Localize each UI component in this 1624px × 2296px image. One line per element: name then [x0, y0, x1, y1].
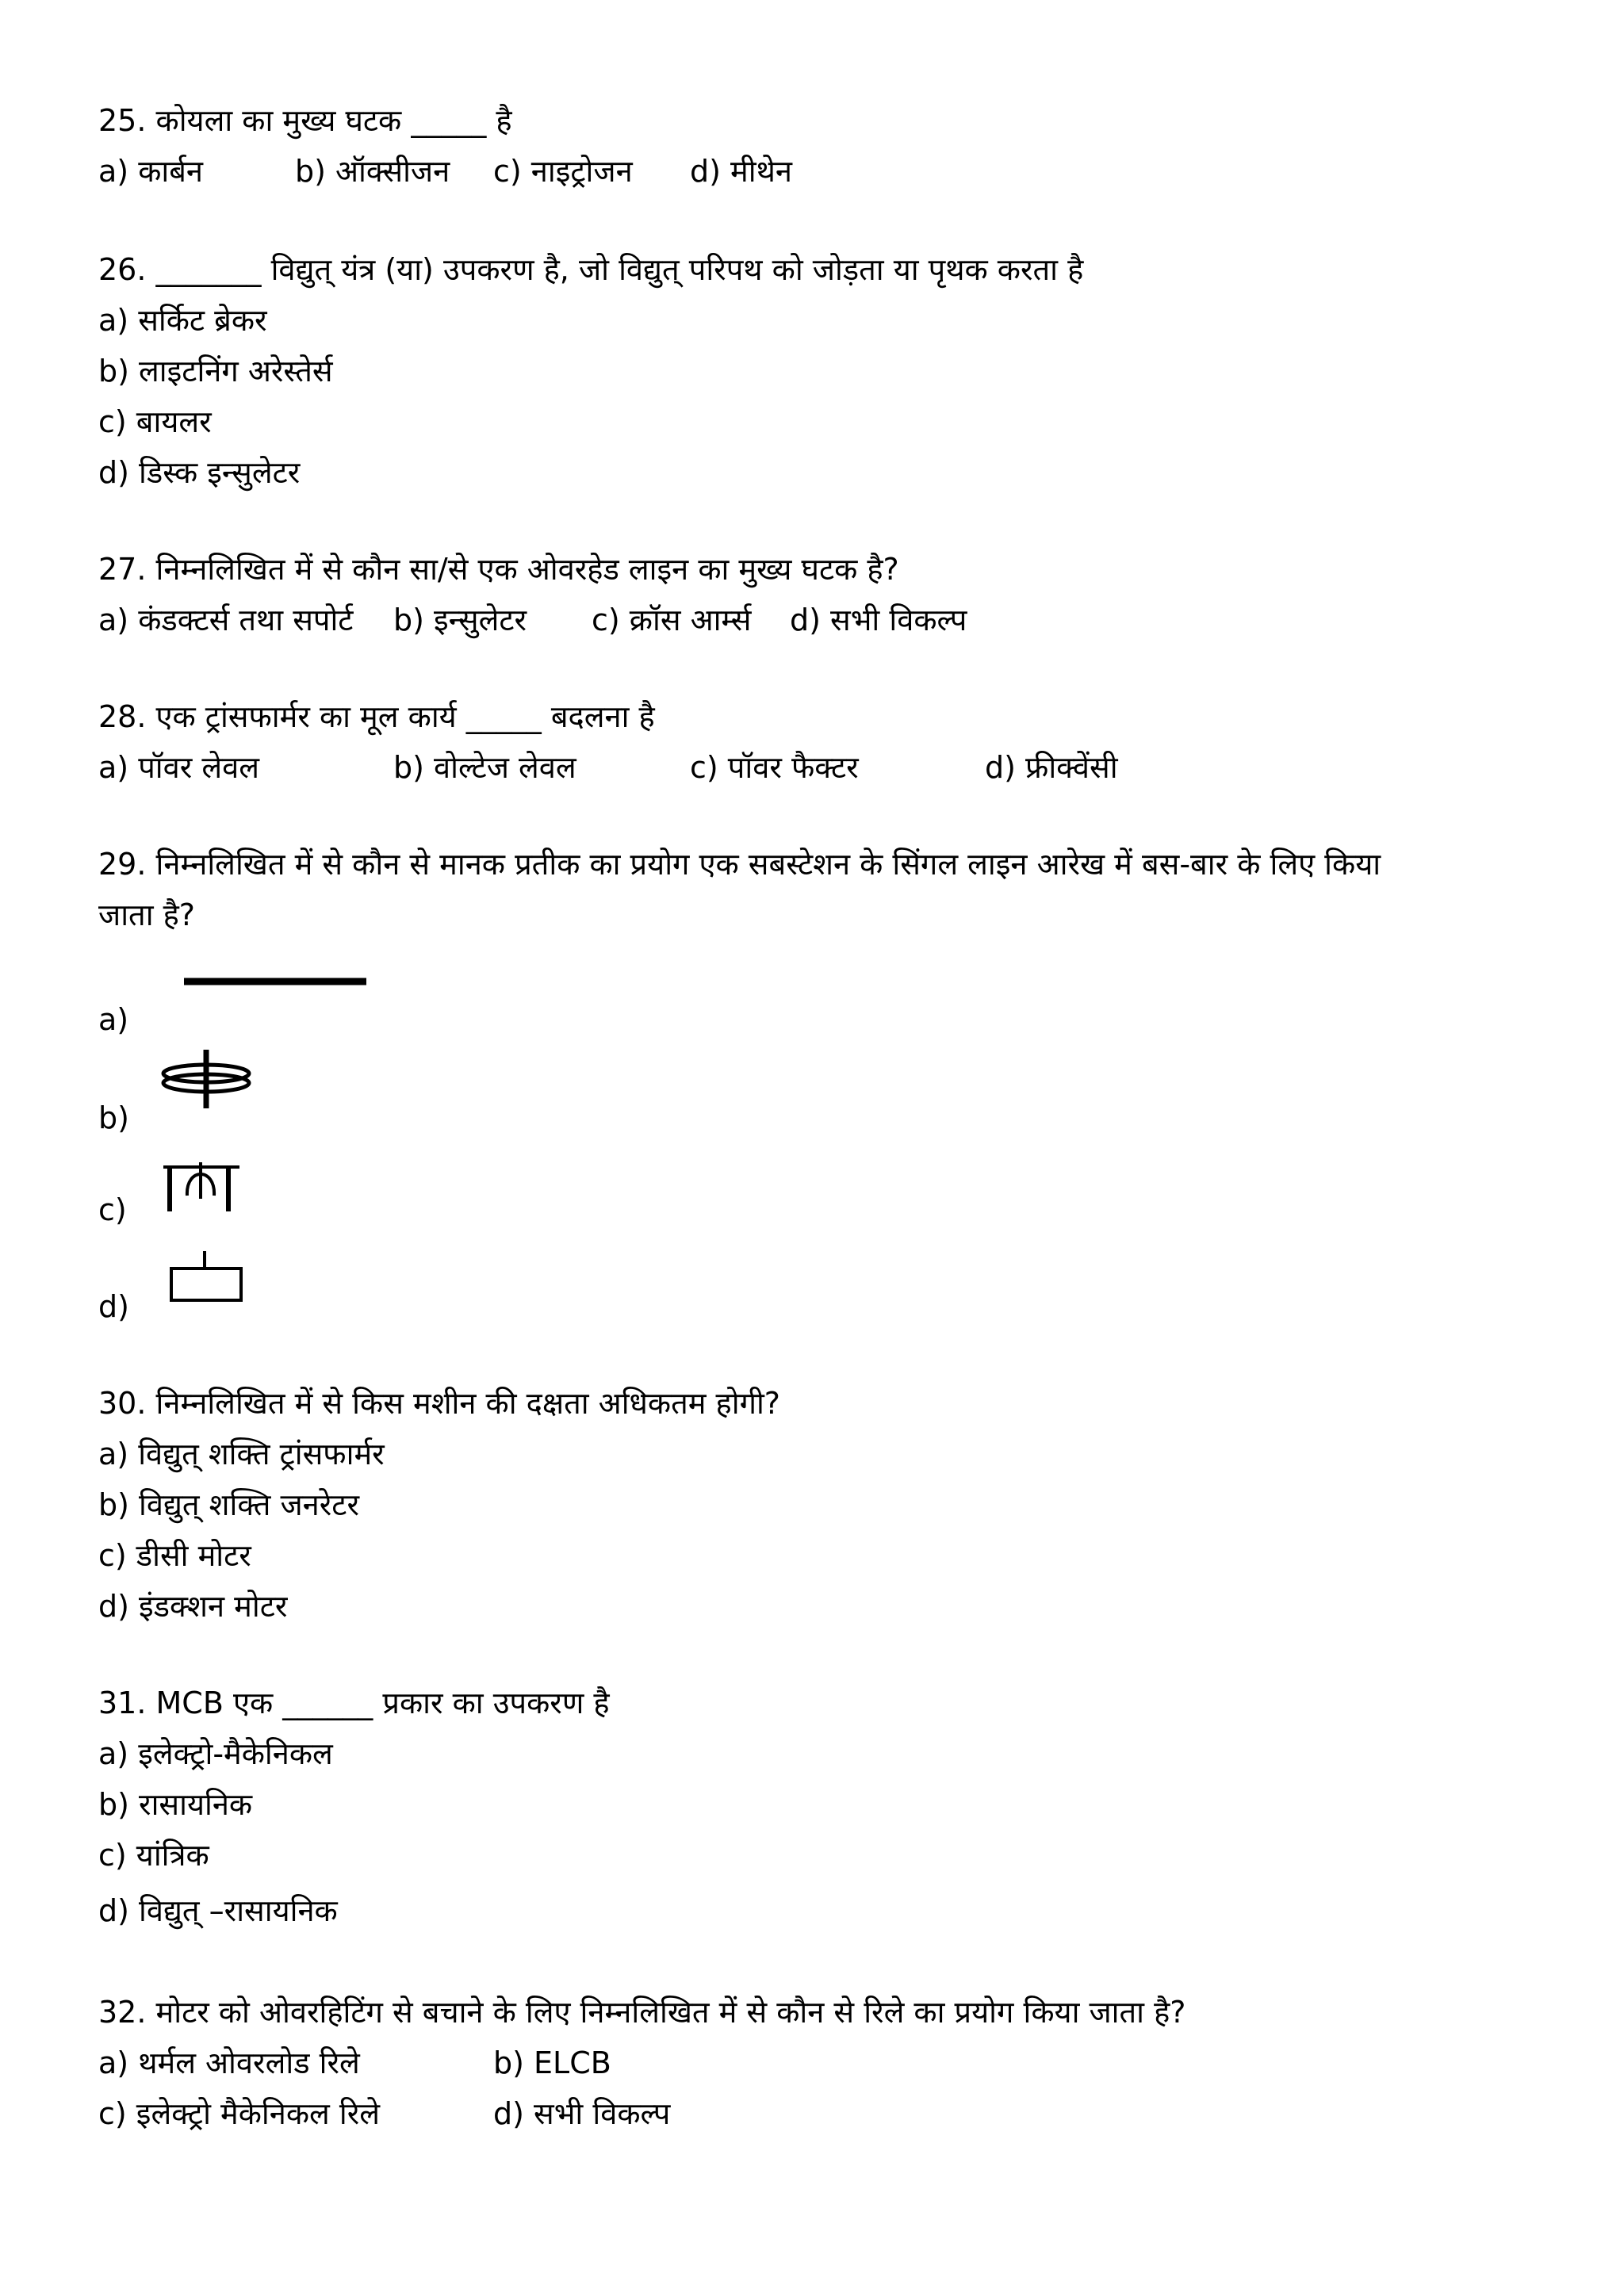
- question-26-option-c: c) बायलर: [98, 404, 212, 439]
- question-32-option-c: c) इलेक्ट्रो मैकेनिकल रिले: [98, 2096, 381, 2131]
- question-31-option-a: a) इलेक्ट्रो-मैकेनिकल: [98, 1736, 333, 1771]
- question-25-option-a: a) कार्बन: [98, 154, 204, 189]
- question-26-text: 26. _______ विद्युत् यंत्र (या) उपकरण है, जो विद्युत् परिपथ को जोड़ता या पृथक करता है: [98, 252, 1084, 287]
- question-26-option-a: a) सर्किट ब्रेकर: [98, 303, 267, 338]
- question-29-option-b: b): [98, 1100, 129, 1135]
- question-25-option-c: c) नाइट्रोजन: [493, 154, 633, 189]
- question-26-option-b: b) लाइटनिंग अरेस्तेर्स: [98, 354, 333, 388]
- question-30-option-d: d) इंडक्शन मोटर: [98, 1589, 288, 1624]
- question-32-text: 32. मोटर को ओवरहिटिंग से बचाने के लिए निम्नलिखित में से कौन से रिले का प्रयोग किया जाता है?: [98, 1995, 1186, 2030]
- question-30-text: 30. निम्नलिखित में से किस मशीन की दक्षता अधिकतम होगी?: [98, 1386, 780, 1421]
- question-32-option-a: a) थर्मल ओवरलोड रिले: [98, 2045, 360, 2080]
- question-26-option-d: d) डिस्क इन्सुलेटर: [98, 455, 301, 490]
- question-29-text-line-2: जाता है?: [98, 897, 195, 932]
- question-29-option-c: c): [98, 1192, 127, 1227]
- question-28-option-a: a) पॉवर लेवल: [98, 750, 260, 785]
- question-31-option-d: d) विद्युत् –रासायनिक: [98, 1893, 338, 1928]
- question-32-option-b: b) ELCB: [493, 2045, 611, 2080]
- insulator-disc-symbol: [155, 1048, 257, 1112]
- thick-line-symbol: [181, 974, 371, 989]
- question-27-text: 27. निम्नलिखित में से कौन सा/से एक ओवरहेड लाइन का मुख्य घटक है?: [98, 552, 899, 587]
- question-25-option-b: b) ऑक्सीजन: [295, 154, 450, 189]
- question-31-text: 31. MCB एक ______ प्रकार का उपकरण है: [98, 1686, 610, 1720]
- question-29-option-d: d): [98, 1289, 129, 1324]
- question-30-option-b: b) विद्युत् शक्ति जनरेटर: [98, 1487, 359, 1522]
- question-27-option-d: d) सभी विकल्प: [790, 603, 967, 637]
- question-28-option-d: d) फ्रीक्वेंसी: [985, 750, 1118, 785]
- question-27-option-c: c) क्रॉस आर्म्स: [592, 603, 752, 637]
- question-28-option-b: b) वोल्टेज लेवल: [393, 750, 576, 785]
- question-29-option-a: a): [98, 1002, 129, 1037]
- question-27-option-b: b) इन्सुलेटर: [393, 603, 527, 637]
- question-29-text-line-1: 29. निम्नलिखित में से कौन से मानक प्रतीक का प्रयोग एक सबस्टेशन के सिंगल लाइन आरेख में बस-बार के लिए किया: [98, 847, 1381, 882]
- question-28-text: 28. एक ट्रांसफार्मर का मूल कार्य _____ बदलना है: [98, 699, 655, 734]
- box-symbol: [163, 1248, 251, 1311]
- question-31-option-c: c) यांत्रिक: [98, 1838, 209, 1873]
- question-31-option-b: b) रासायनिक: [98, 1787, 253, 1822]
- question-32-option-d: d) सभी विकल्प: [493, 2096, 671, 2131]
- question-30-option-c: c) डीसी मोटर: [98, 1538, 251, 1573]
- question-30-option-a: a) विद्युत् शक्ति ट्रांसफार्मर: [98, 1437, 385, 1471]
- question-25-text: 25. कोयला का मुख्य घटक _____ है: [98, 103, 512, 138]
- arch-symbol: [159, 1156, 246, 1219]
- question-27-option-a: a) कंडक्टर्स तथा सपोर्ट: [98, 603, 354, 637]
- question-28-option-c: c) पॉवर फैक्टर: [690, 750, 859, 785]
- question-25-option-d: d) मीथेन: [690, 154, 792, 189]
